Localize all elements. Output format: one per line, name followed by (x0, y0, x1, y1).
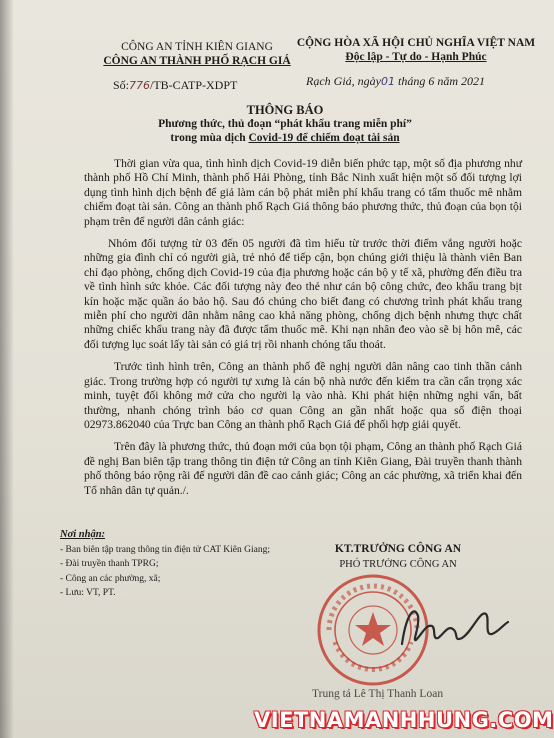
document-body (84, 157, 522, 506)
place-date-day: 01 (380, 75, 395, 88)
recipient-item: - Đài truyền thanh TPRG; (60, 559, 159, 569)
doc-number-prefix: Số: (113, 78, 130, 92)
recipients (60, 528, 280, 601)
title-sub-2-underlined: Covid-19 để chiếm đoạt tài sản (248, 132, 400, 144)
paragraph-advice: Trước tình hình trên, Công an thành phố đề nghị người dân nâng cao tinh thần cảnh giác. Trong trường hợp có người tự xưng là cán bộ nhà nước đến kiểm tra cần cẩn trọng xác minh, tuyệt đối không mở cửa cho người lạ vào nhà. Khi phát hiện những nghi vấn, bất thường, nhanh chóng trình báo cơ quan Công an gần nhất hoặc qua số điện thoại 02973.862040 của Trực ban Công an thành phố Rạch Giá để phối hợp giải quyết. (84, 360, 522, 431)
agency-name: CÔNG AN THÀNH PHỐ RẠCH GIÁ (103, 55, 291, 67)
handwritten-signature-icon (392, 596, 512, 656)
place-date-suffix: tháng 6 năm 2021 (397, 74, 485, 88)
document-number (113, 78, 237, 93)
recipient-item: - Lưu: VT, PT. (60, 588, 116, 598)
motto: Độc lập - Tự do - Hạnh Phúc (345, 51, 487, 63)
signer-title-1: KT.TRƯỞNG CÔNG AN (334, 543, 462, 555)
signature-titles (318, 542, 478, 572)
title-main: THÔNG BÁO (246, 103, 324, 117)
paragraph-method: Nhóm đối tượng từ 03 đến 05 người đã tìm hiểu từ trước thời điểm vắng người hoặc những gia đình chỉ có người già, trẻ nhỏ để tiếp cận, bọn chúng giới thiệu là thành viên Ban chỉ đạo phòng, chống dịch Covid-19 của địa phương hoặc cán bộ y tế xã, phường đến điều tra về tình hình sức khỏe. Các đối tượng này đeo thẻ như cán bộ công chức, đeo khẩu trang bịt kín hoặc mặc quần áo bảo hộ. Sau đó chúng cho biết đang có chương trình phát khẩu trang miễn phí cho người dân nhằm nâng cao khả năng phòng, chống dịch bệnh nhưng thực chất những chiếc khẩu trang này đã được tẩm thuốc mê. Khi nạn nhân đeo vào sẽ bị hôn mê, các đối tượng lục soát lấy tài sản có giá trị rồi nhanh chóng tẩu thoát. (84, 237, 522, 351)
paragraph-closing: Trên đây là phương thức, thủ đoạn mới của bọn tội phạm, Công an thành phố Rạch Giá đề nghị Ban biên tập trang thông tin điện tử Công an tỉnh Kiên Giang, Đài truyền thanh thành phố thông báo rộng rãi để người dân đề cao cảnh giác; Công an các phường, xã triển khai đến Tổ nhân dân tự quản./. (84, 440, 522, 497)
doc-number-suffix: /TB-CATP-XDPT (150, 78, 238, 92)
doc-number-handwritten: 776 (129, 79, 151, 92)
issuing-agency (92, 40, 302, 68)
recipient-item: - Công an các phường, xã; (60, 573, 161, 584)
recipients-heading: Nơi nhận: (60, 529, 106, 540)
national-motto (296, 36, 536, 64)
country-name: CỘNG HÒA XÃ HỘI CHỦ NGHĨA VIỆT NAM (296, 37, 536, 49)
page-shadow (0, 0, 14, 738)
watermark-logo: VIETNAMANHHUNG.COM (254, 708, 554, 732)
agency-parent: CÔNG AN TỈNH KIÊN GIANG (121, 41, 273, 53)
signer-name: Trung tá Lê Thị Thanh Loan (312, 688, 444, 700)
paragraph-intro: Thời gian vừa qua, tình hình dịch Covid-19 diễn biến phức tạp, một số địa phương như thành phố Hồ Chí Minh, thành phố Hải Phòng, tỉnh Bắc Ninh xuất hiện một số đối tượng lợi dụng tình hình dịch bệnh để giả làm cán bộ phát miễn phí khẩu trang có tẩm thuốc mê nhằm chiếm đoạt tài sản. Công an thành phố Rạch Giá thông báo phương thức, thủ đoạn của bọn tội phạm trên để người dân cảnh giác: (84, 157, 522, 228)
document-title (150, 103, 420, 145)
title-sub-2 (150, 131, 420, 145)
recipient-item: - Ban biên tập trang thông tin điện tử CAT Kiên Giang; (60, 544, 270, 555)
title-sub-1: Phương thức, thủ đoạn “phát khẩu trang miễn phí” (158, 118, 412, 130)
place-date-prefix: Rạch Giá, ngày (306, 74, 381, 88)
place-date (306, 74, 485, 89)
signer-title-2: PHÓ TRƯỞNG CÔNG AN (339, 559, 457, 570)
title-sub-2-pre: trong mùa dịch (170, 132, 249, 144)
